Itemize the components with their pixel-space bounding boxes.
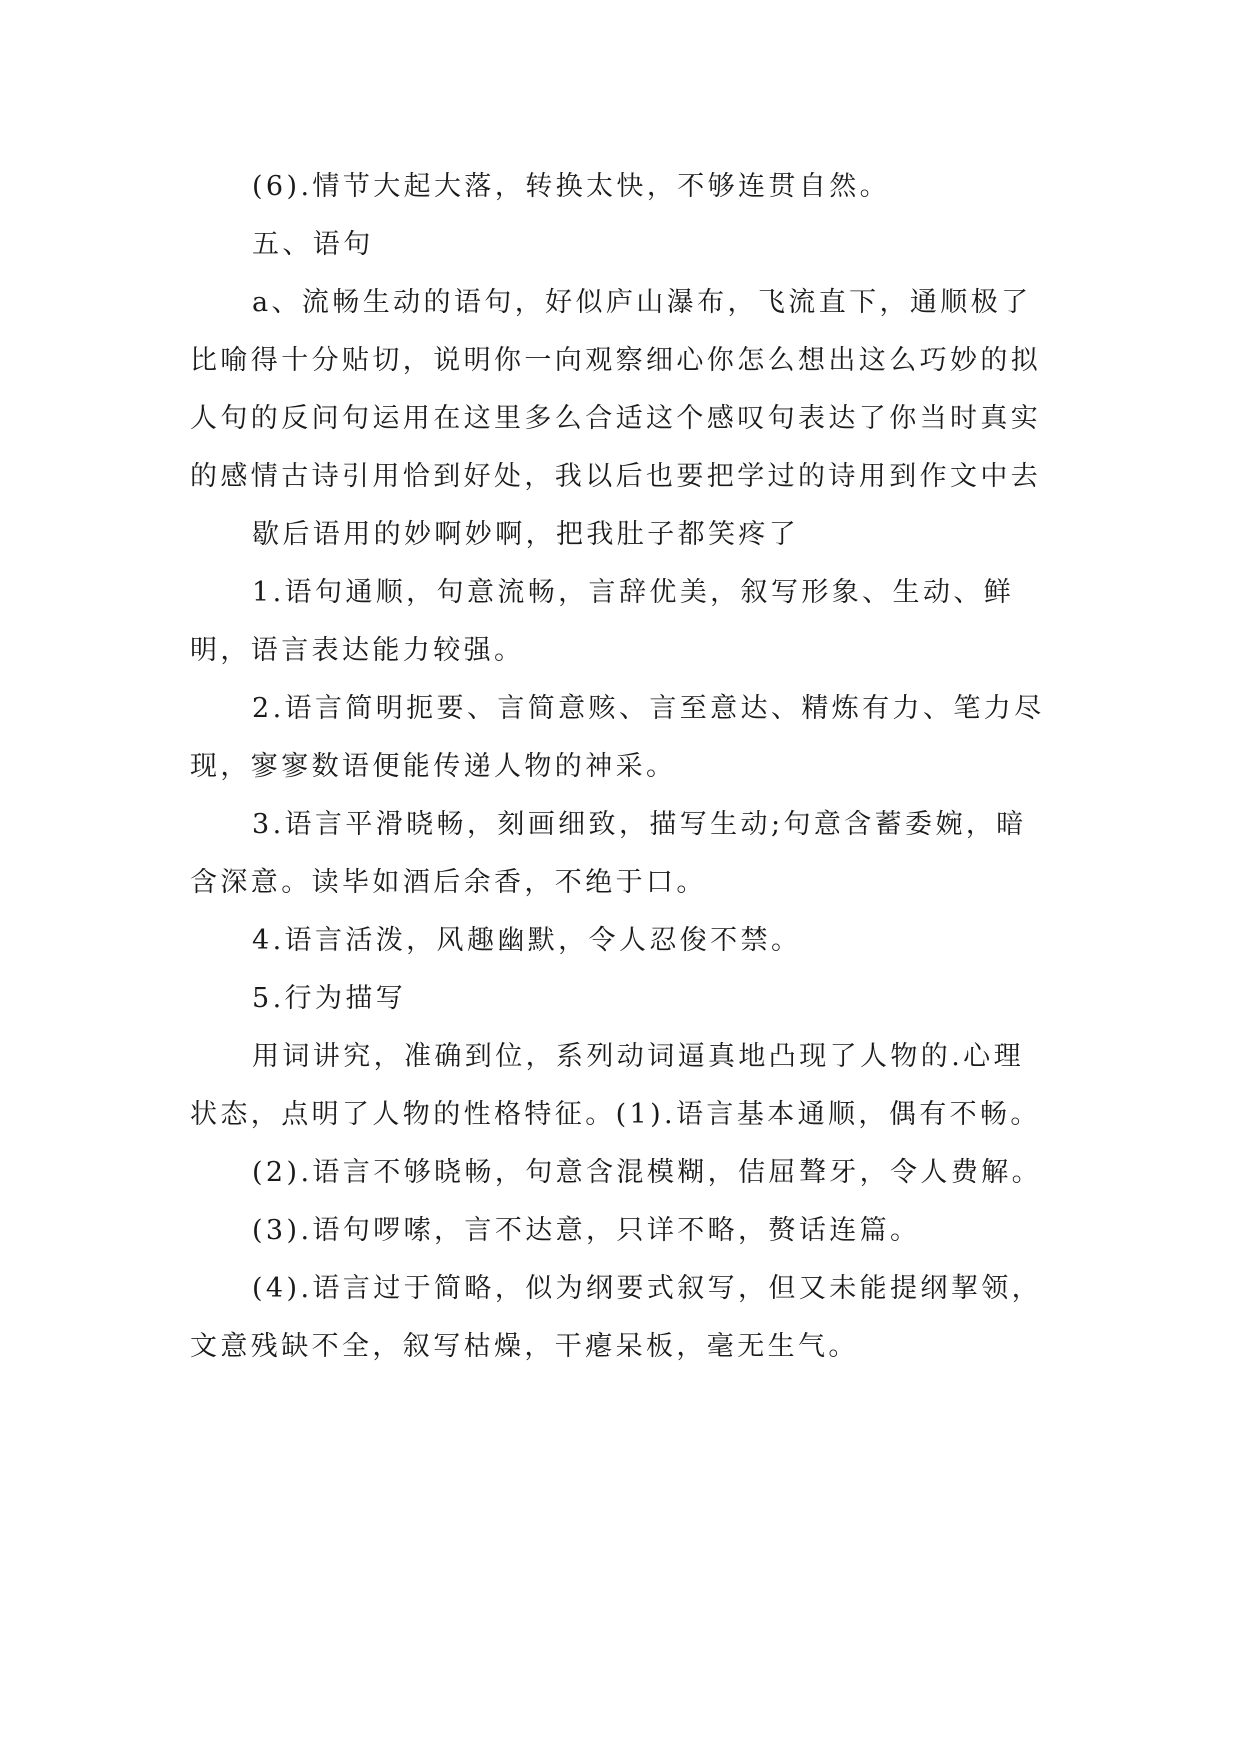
paragraph-sub-item-4: (4).语言过于简略，似为纲要式叙写，但又未能提纲挈领，文意残缺不全，叙写枯燥，干瘪呆板，毫无生气。 [190,1273,1043,1362]
paragraph-sub-item-2: (2).语言不够晓畅，句意含混模糊，佶屈聱牙，令人费解。 [252,1157,1043,1188]
paragraph-item-2: 2.语言简明扼要、言简意赅、言至意达、精炼有力、笔力尽现，寥寥数语便能传递人物的神采。 [190,693,1045,782]
document-body [190,158,1052,1376]
paragraph-xiehouyu: 歇后语用的妙啊妙啊，把我肚子都笑疼了 [252,519,800,550]
section-heading-sentences: 五、语句 [252,229,374,260]
paragraph-item-4: 4.语言活泼，风趣幽默，令人忍俊不禁。 [252,925,802,956]
paragraph-word-choice: 用词讲究，准确到位，系列动词逼真地凸现了人物的.心理状态，点明了人物的性格特征。(1).语言基本通顺，偶有不畅。 [190,1041,1041,1130]
paragraph-item-5-heading: 5.行为描写 [252,983,407,1014]
paragraph-sub-item-3: (3).语句啰嗦，言不达意，只详不略，赘话连篇。 [252,1215,921,1246]
paragraph-a-fluent-sentences: a、流畅生动的语句，好似庐山瀑布，飞流直下，通顺极了比喻得十分贴切，说明你一向观察细心你怎么想出这么巧妙的拟人句的反问句运用在这里多么合适这个感叹句表达了你当时真实的感情古诗引用恰到好处，我以后也要把学过的诗用到作文中去 [190,287,1042,492]
paragraph-item-6-plot: (6).情节大起大落，转换太快，不够连贯自然。 [252,171,891,202]
paragraph-item-1: 1.语句通顺，句意流畅，言辞优美，叙写形象、生动、鲜明，语言表达能力较强。 [190,577,1015,666]
paragraph-item-3: 3.语言平滑晓畅，刻画细致，描写生动;句意含蓄委婉，暗含深意。读毕如酒后余香，不绝于口。 [190,809,1027,898]
